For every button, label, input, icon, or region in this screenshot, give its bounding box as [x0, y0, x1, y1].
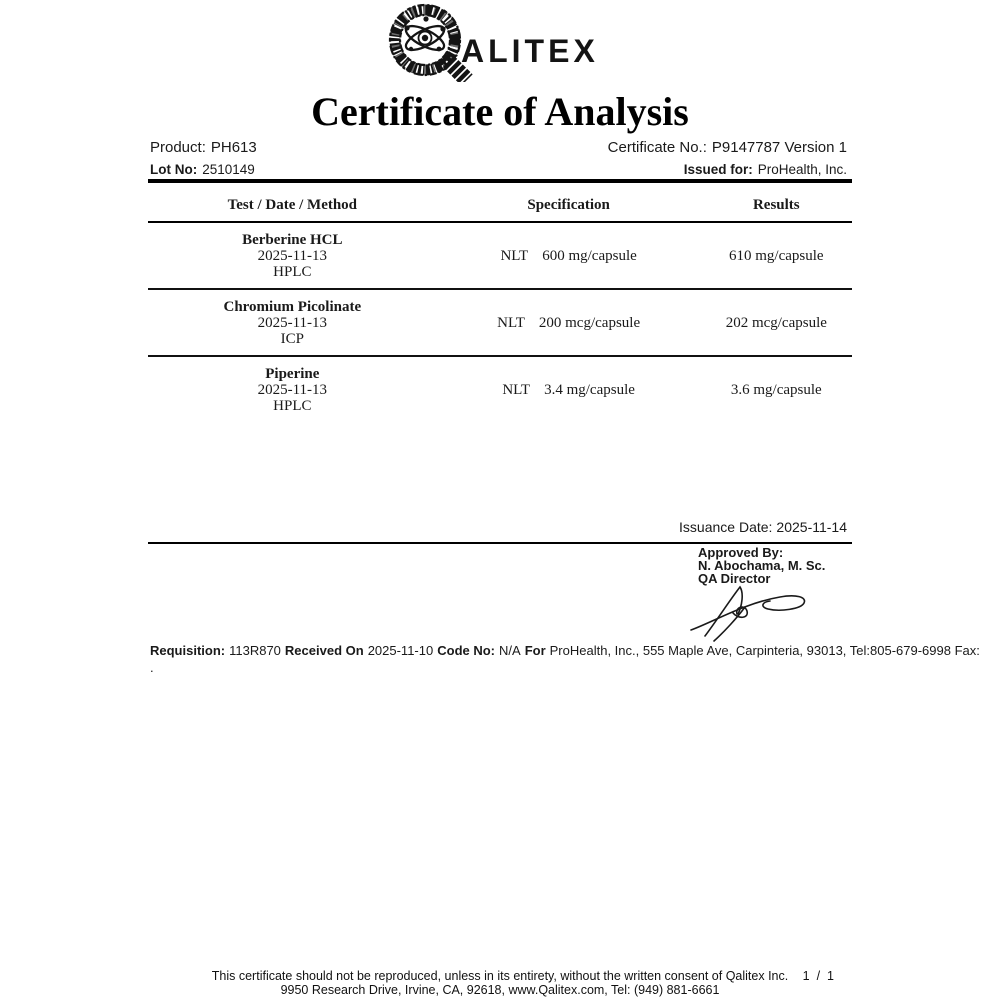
test-cell [148, 366, 437, 414]
code-no-value: N/A [499, 643, 521, 658]
table-header-row [148, 193, 852, 223]
certificate-no-field [608, 139, 847, 156]
footer-address: 9950 Research Drive, Irvine, CA, 92618, www.Qalitex.com, Tel: (949) 881-6661 [280, 982, 720, 997]
product-label: Product: [150, 139, 206, 156]
received-on-label: Received On [284, 643, 364, 658]
header-row-lot [150, 162, 847, 177]
specification-cell [437, 315, 701, 332]
table-row [148, 357, 852, 422]
page-footer [148, 970, 852, 997]
result-cell: 3.6 mg/capsule [730, 381, 822, 398]
spec-value: 600 mg/capsule [542, 247, 637, 264]
issuance-date [679, 519, 847, 535]
signature-image [683, 578, 818, 644]
spec-value: 200 mcg/capsule [538, 314, 641, 331]
result-cell: 610 mg/capsule [729, 247, 824, 264]
table-row [148, 223, 852, 290]
issuance-date-label: Issuance Date: [679, 519, 773, 535]
page-separator: / [816, 969, 821, 983]
table-bottom-divider [148, 542, 852, 544]
spec-prefix: NLT [500, 247, 529, 264]
test-date: 2025-11-13 [257, 248, 328, 264]
logo-wordmark: ALITEX [461, 33, 599, 69]
circuit-q-icon [390, 5, 467, 80]
specification-cell [437, 382, 701, 399]
test-method: ICP [280, 331, 304, 347]
test-name: Piperine [265, 366, 320, 382]
approved-by-label: Approved By: [698, 545, 784, 560]
for-value: ProHealth, Inc., 555 Maple Ave, Carpinteria, 93013, Tel:805-679-6998 Fax: [549, 643, 980, 658]
atom-icon [403, 16, 448, 54]
header-row-product [150, 139, 847, 156]
spec-value: 3.4 mg/capsule [544, 381, 635, 398]
approver-name: N. Abochama, M. Sc. [698, 558, 826, 573]
requisition-continuation: . [150, 660, 154, 675]
certificate-no-label: Certificate No.: [607, 139, 707, 156]
test-date: 2025-11-13 [257, 315, 328, 331]
lot-field [150, 162, 255, 177]
table-row [148, 290, 852, 357]
results-table [148, 193, 852, 422]
qalitex-logo [387, 2, 607, 82]
approver-role: QA Director [698, 571, 771, 586]
test-cell [148, 232, 437, 280]
page-title: Certificate of Analysis [311, 89, 689, 134]
lot-label: Lot No: [150, 162, 198, 177]
page-number [803, 970, 834, 984]
requisition-label: Requisition: [150, 643, 226, 658]
column-header-specification: Specification [527, 197, 610, 213]
test-name: Berberine HCL [242, 232, 343, 248]
spec-prefix: NLT [497, 314, 525, 331]
code-no-label: Code No: [437, 643, 496, 658]
product-field [150, 139, 257, 156]
test-method: HPLC [273, 264, 312, 280]
issued-for-field [684, 162, 847, 177]
page-current: 1 [802, 969, 810, 983]
certificate-no-value: P9147787 Version 1 [711, 139, 847, 156]
issued-for-label: Issued for: [683, 162, 753, 177]
column-header-results: Results [752, 197, 800, 213]
issued-for-value: ProHealth, Inc. [757, 162, 847, 177]
column-header-test: Test / Date / Method [227, 197, 358, 213]
spec-prefix: NLT [502, 381, 531, 398]
test-method: HPLC [273, 398, 312, 414]
for-label: For [524, 643, 546, 658]
footer-disclaimer: This certificate should not be reproduced, unless in its entirety, without the written consent of Qalitex Inc. [211, 969, 789, 983]
specification-cell [437, 248, 701, 265]
issuance-date-value: 2025-11-14 [776, 519, 847, 535]
test-name: Chromium Picolinate [223, 299, 362, 315]
requisition-line [150, 643, 980, 659]
page-total: 1 [827, 969, 834, 983]
test-date: 2025-11-13 [257, 382, 328, 398]
received-on-value: 2025-11-10 [367, 643, 434, 658]
header-divider [148, 179, 852, 183]
test-cell [148, 299, 437, 347]
result-cell: 202 mcg/capsule [725, 314, 827, 331]
lot-value: 2510149 [202, 162, 255, 177]
product-value: PH613 [210, 139, 257, 156]
requisition-value: 113R870 [229, 643, 281, 658]
